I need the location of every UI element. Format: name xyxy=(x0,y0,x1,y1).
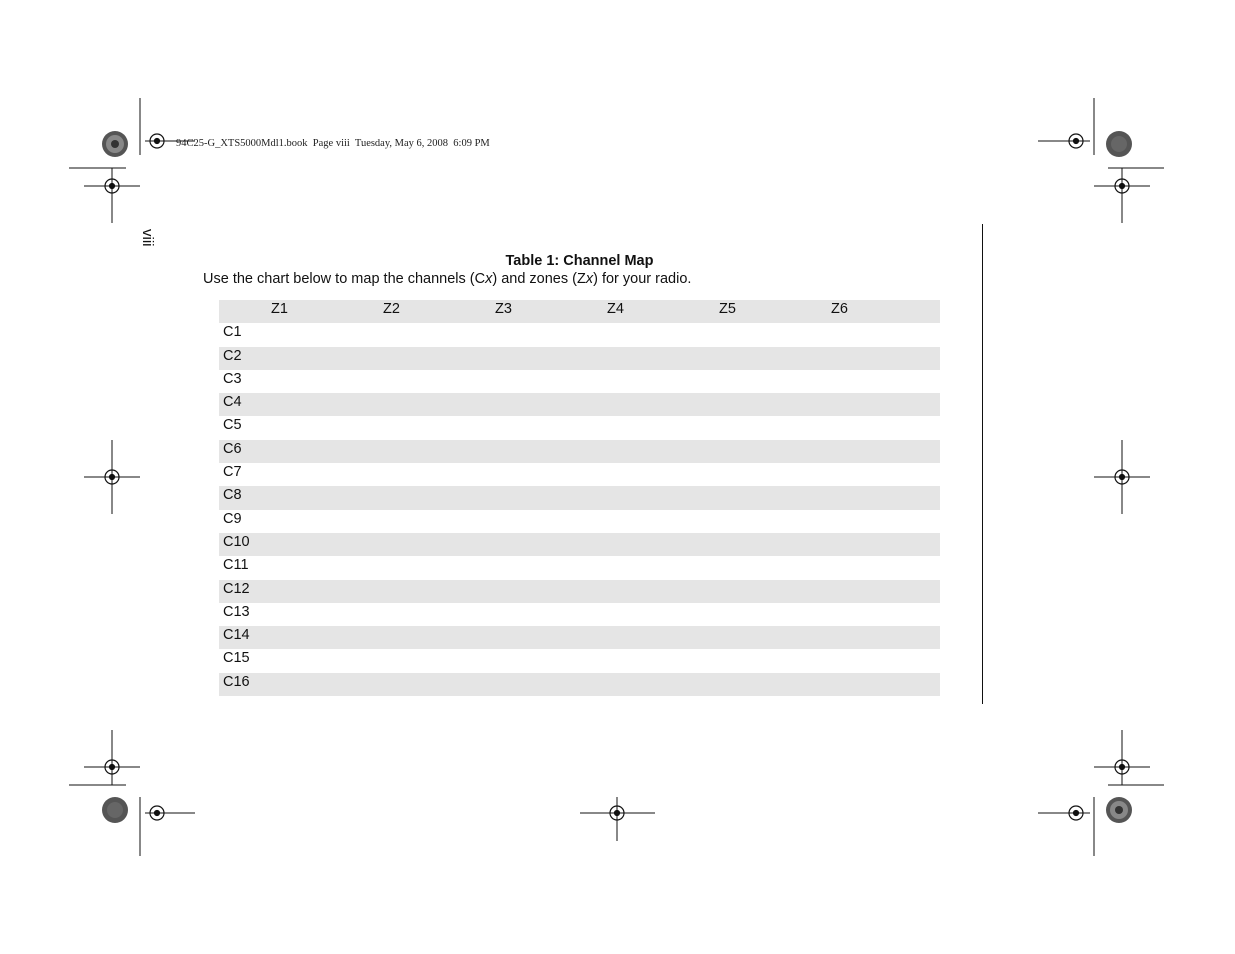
map-cell[interactable] xyxy=(827,603,940,626)
map-cell[interactable] xyxy=(715,556,827,579)
map-cell[interactable] xyxy=(715,580,827,603)
map-cell[interactable] xyxy=(827,440,940,463)
map-cell[interactable] xyxy=(827,580,940,603)
map-cell[interactable] xyxy=(827,626,940,649)
channel-row xyxy=(219,533,940,556)
channel-label: C9 xyxy=(223,510,242,527)
map-cell[interactable] xyxy=(827,347,940,370)
map-cell[interactable] xyxy=(827,533,940,556)
map-cell[interactable] xyxy=(715,370,827,393)
map-cell[interactable] xyxy=(267,673,379,696)
channel-row xyxy=(219,626,940,649)
map-cell[interactable] xyxy=(379,556,491,579)
channel-label: C3 xyxy=(223,370,242,387)
map-cell[interactable] xyxy=(491,486,603,509)
map-cell[interactable] xyxy=(603,626,715,649)
map-cell[interactable] xyxy=(603,673,715,696)
map-cell[interactable] xyxy=(715,533,827,556)
map-cell[interactable] xyxy=(715,603,827,626)
channel-label: C7 xyxy=(223,464,242,481)
map-cell[interactable] xyxy=(491,393,603,416)
map-cell[interactable] xyxy=(715,323,827,346)
map-cell[interactable] xyxy=(491,370,603,393)
map-cell[interactable] xyxy=(715,673,827,696)
map-cell[interactable] xyxy=(827,416,940,439)
zone-header-z6: Z6 xyxy=(827,300,940,323)
table-title: Table 1: Channel Map xyxy=(505,253,654,269)
map-cell[interactable] xyxy=(715,463,827,486)
channel-label: C16 xyxy=(219,673,267,696)
map-cell[interactable] xyxy=(603,323,715,346)
map-cell[interactable] xyxy=(491,323,603,346)
map-cell[interactable] xyxy=(715,510,827,533)
channel-row xyxy=(219,603,940,626)
map-cell[interactable] xyxy=(379,533,491,556)
map-cell[interactable] xyxy=(603,603,715,626)
map-cell[interactable] xyxy=(491,347,603,370)
zone-header-z4: Z4 xyxy=(603,300,715,323)
map-cell[interactable] xyxy=(379,463,491,486)
map-cell[interactable] xyxy=(379,580,491,603)
map-cell[interactable] xyxy=(267,463,379,486)
channel-row xyxy=(219,580,940,603)
map-cell[interactable] xyxy=(603,556,715,579)
margin-rule xyxy=(982,224,983,704)
map-cell[interactable] xyxy=(603,416,715,439)
channel-row xyxy=(219,556,940,579)
channel-row xyxy=(219,510,940,533)
channel-label: C2 xyxy=(219,347,267,370)
map-cell[interactable] xyxy=(267,370,379,393)
zone-header-z5: Z5 xyxy=(715,300,827,323)
map-cell[interactable] xyxy=(267,626,379,649)
map-cell[interactable] xyxy=(715,347,827,370)
zone-header-z1: Z1 xyxy=(267,300,379,323)
map-cell[interactable] xyxy=(379,416,491,439)
map-cell[interactable] xyxy=(603,440,715,463)
map-cell[interactable] xyxy=(379,626,491,649)
map-cell[interactable] xyxy=(603,463,715,486)
map-cell[interactable] xyxy=(379,673,491,696)
map-cell[interactable] xyxy=(267,510,379,533)
map-cell[interactable] xyxy=(715,649,827,672)
channel-row xyxy=(219,393,940,416)
channel-label: C11 xyxy=(223,557,249,574)
map-cell[interactable] xyxy=(715,486,827,509)
map-cell[interactable] xyxy=(491,510,603,533)
channel-label: C8 xyxy=(219,486,267,509)
map-cell[interactable] xyxy=(267,323,379,346)
channel-row xyxy=(219,370,940,393)
map-cell[interactable] xyxy=(827,510,940,533)
map-cell[interactable] xyxy=(603,486,715,509)
map-cell[interactable] xyxy=(603,510,715,533)
map-cell[interactable] xyxy=(379,323,491,346)
map-cell[interactable] xyxy=(267,486,379,509)
channel-row xyxy=(219,416,940,439)
zone-header-z2: Z2 xyxy=(379,300,491,323)
channel-label: C15 xyxy=(223,650,250,667)
map-cell[interactable] xyxy=(827,463,940,486)
map-cell[interactable] xyxy=(491,649,603,672)
map-cell[interactable] xyxy=(379,486,491,509)
map-cell[interactable] xyxy=(379,347,491,370)
map-cell[interactable] xyxy=(491,463,603,486)
map-cell[interactable] xyxy=(267,347,379,370)
channel-map-table xyxy=(219,300,940,696)
channel-row xyxy=(219,673,940,696)
map-cell[interactable] xyxy=(491,603,603,626)
map-cell[interactable] xyxy=(267,556,379,579)
map-cell[interactable] xyxy=(603,533,715,556)
map-cell[interactable] xyxy=(491,580,603,603)
map-cell[interactable] xyxy=(379,649,491,672)
zone-header-row xyxy=(219,300,940,323)
channel-row xyxy=(219,440,940,463)
map-cell[interactable] xyxy=(267,533,379,556)
corner-cell xyxy=(219,300,267,323)
channel-row xyxy=(219,649,940,672)
map-cell[interactable] xyxy=(379,370,491,393)
channel-label: C5 xyxy=(223,417,242,434)
channel-label: C6 xyxy=(219,440,267,463)
map-cell[interactable] xyxy=(267,393,379,416)
channel-label: C4 xyxy=(219,393,267,416)
map-cell[interactable] xyxy=(603,393,715,416)
map-cell[interactable] xyxy=(603,580,715,603)
map-cell[interactable] xyxy=(491,673,603,696)
map-cell[interactable] xyxy=(827,323,940,346)
map-cell[interactable] xyxy=(827,649,940,672)
map-cell[interactable] xyxy=(379,440,491,463)
map-cell[interactable] xyxy=(715,626,827,649)
map-cell[interactable] xyxy=(715,440,827,463)
map-cell[interactable] xyxy=(603,649,715,672)
channel-row xyxy=(219,347,940,370)
map-cell[interactable] xyxy=(715,416,827,439)
map-cell[interactable] xyxy=(379,393,491,416)
map-cell[interactable] xyxy=(827,556,940,579)
map-cell[interactable] xyxy=(827,673,940,696)
print-slug: 94C25-G_XTS5000Mdl1.book Page viii Tuesday, May 6, 2008 6:09 PM xyxy=(176,138,490,149)
channel-label: C14 xyxy=(219,626,267,649)
map-cell[interactable] xyxy=(603,347,715,370)
map-cell[interactable] xyxy=(827,486,940,509)
channel-label: C10 xyxy=(219,533,267,556)
map-cell[interactable] xyxy=(379,603,491,626)
map-cell[interactable] xyxy=(267,580,379,603)
page-number: viii xyxy=(139,229,156,247)
map-cell[interactable] xyxy=(379,510,491,533)
zone-header-z3: Z3 xyxy=(491,300,603,323)
map-cell[interactable] xyxy=(267,603,379,626)
channel-label: C12 xyxy=(219,580,267,603)
table-intro: Use the chart below to map the channels (Cx) and zones (Zx) for your radio. xyxy=(203,271,692,287)
map-cell[interactable] xyxy=(491,556,603,579)
map-cell[interactable] xyxy=(267,416,379,439)
map-cell[interactable] xyxy=(267,440,379,463)
channel-label: C1 xyxy=(223,324,242,341)
map-cell[interactable] xyxy=(267,649,379,672)
channel-row xyxy=(219,486,940,509)
map-cell[interactable] xyxy=(491,440,603,463)
channel-label: C13 xyxy=(223,603,250,620)
map-cell[interactable] xyxy=(491,416,603,439)
map-cell[interactable] xyxy=(603,370,715,393)
map-cell[interactable] xyxy=(827,393,940,416)
map-cell[interactable] xyxy=(827,370,940,393)
map-cell[interactable] xyxy=(491,533,603,556)
map-cell[interactable] xyxy=(715,393,827,416)
map-cell[interactable] xyxy=(491,626,603,649)
channel-row xyxy=(219,463,940,486)
channel-row xyxy=(219,323,940,346)
